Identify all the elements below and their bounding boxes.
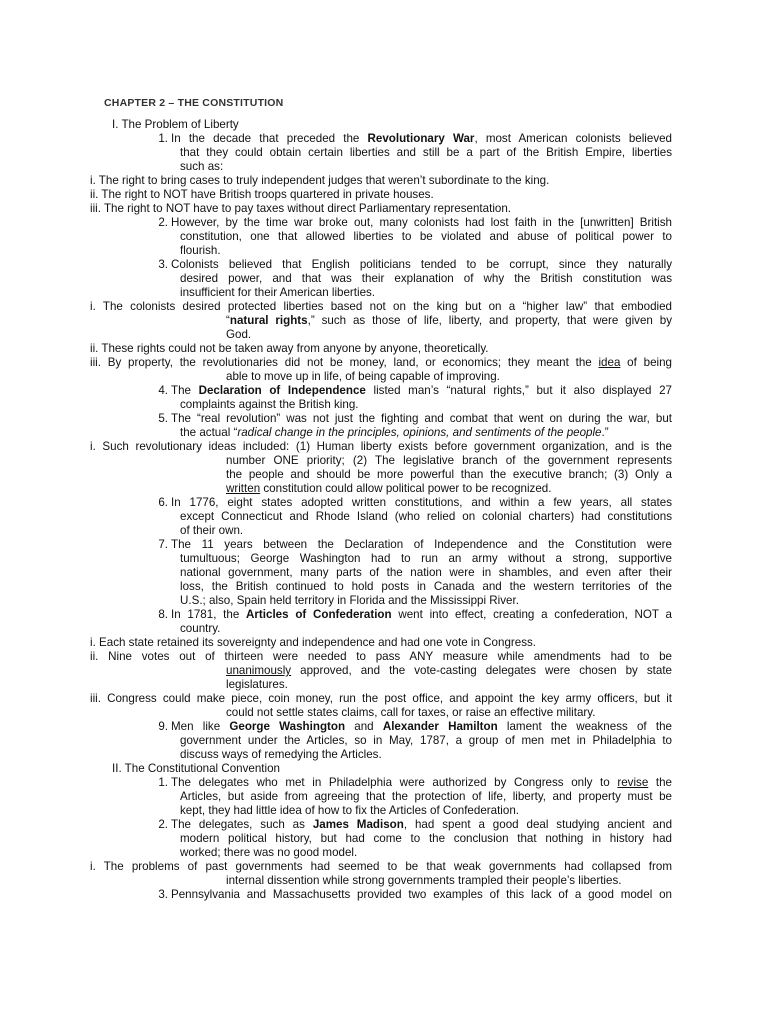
paragraph-line: In 1776, eight states adopted written constitutions, and within a few years, all states xyxy=(171,496,672,509)
paragraph-line: The delegates, such as James Madison, had spent a good deal studying ancient and xyxy=(171,818,673,831)
paragraph-line: In 1781, the Articles of Confederation went into effect, creating a confederation, NOT a xyxy=(171,608,672,621)
paragraph-line: The delegates who met in Philadelphia were authorized by Congress only to revise the xyxy=(171,776,672,789)
paragraph-line: government under the Articles, so in May, 1787, a group of men met in Philadelphia to xyxy=(180,734,672,747)
paragraph-line: Colonists believed that English politicians tended to be corrupt, since they naturally xyxy=(171,258,672,271)
list-item: ii. The right to NOT have British troops quartered in private houses. xyxy=(90,188,434,201)
item-number: 3. xyxy=(158,258,168,271)
paragraph-line: worked; there was no good model. xyxy=(180,846,358,859)
item-number: 5. xyxy=(158,412,168,425)
item-number: 2. xyxy=(158,818,168,831)
list-item: “natural rights,” such as those of life, liberty, and property, that were given by xyxy=(226,314,672,327)
paragraph-line: constitution, one that allowed liberties to be violated and abuse of political power to xyxy=(180,230,672,243)
list-item: number ONE priority; (2) The legislative branch of the government represents xyxy=(226,454,672,467)
paragraph-line: However, by the time war broke out, many colonists had lost faith in the [unwritten] British xyxy=(171,216,672,229)
list-item: God. xyxy=(226,328,252,341)
list-item: iii. Congress could make piece, coin money, run the post office, and appoint the key army officers, but it xyxy=(90,692,672,705)
list-item: iii. By property, the revolutionaries did not be money, land, or economics; they meant the idea of being xyxy=(90,356,672,369)
paragraph-line: country. xyxy=(180,622,221,635)
paragraph-line: loss, the British continued to hold posts in Canada and the western territories of the xyxy=(180,580,672,593)
section-heading: II. The Constitutional Convention xyxy=(112,762,280,775)
item-number: 8. xyxy=(158,608,168,621)
list-item: unanimously approved, and the vote-casting delegates were chosen by state xyxy=(226,664,672,677)
paragraph-line: complaints against the British king. xyxy=(180,398,359,411)
paragraph-line: that they could obtain certain liberties and still be a part of the British Empire, liberties xyxy=(180,146,672,159)
item-number: 1. xyxy=(158,132,168,145)
paragraph-line: except Connecticut and Rhode Island (who relied on colonial charters) had constitutions xyxy=(180,510,672,523)
paragraph-line: the actual “radical change in the principles, opinions, and sentiments of the people.” xyxy=(180,426,609,439)
paragraph-line: The “real revolution” was not just the fighting and combat that went on during the war, but xyxy=(171,412,672,425)
paragraph-line: The 11 years between the Declaration of Independence and the Constitution were xyxy=(171,538,672,551)
paragraph-line: flourish. xyxy=(180,244,221,257)
paragraph-line: The Declaration of Independence listed man’s “natural rights,” but it also displayed 27 xyxy=(171,384,673,397)
list-item: i. The right to bring cases to truly independent judges that weren’t subordinate to the king. xyxy=(90,174,550,187)
item-number: 9. xyxy=(158,720,168,733)
item-number: 1. xyxy=(158,776,168,789)
paragraph-line: of their own. xyxy=(180,524,244,537)
list-item: i. The colonists desired protected liberties based not on the king but on a “higher law” that embodied xyxy=(90,300,672,313)
section-heading: I. The Problem of Liberty xyxy=(112,118,239,131)
paragraph-line: national government, many parts of the nation were in shambles, and even after their xyxy=(180,566,672,579)
paragraph-line: Men like George Washington and Alexander Hamilton lament the weakness of the xyxy=(171,720,672,733)
paragraph-line: insufficient for their American liberties. xyxy=(180,286,376,299)
paragraph-line: kept, they had little idea of how to fix the Articles of Confederation. xyxy=(180,804,519,817)
list-item: internal dissention while strong governments trampled their people’s liberties. xyxy=(226,874,622,887)
list-item: the people and should be more powerful than the executive branch; (3) Only a xyxy=(226,468,672,481)
paragraph-line: U.S.; also, Spain held territory in Florida and the Mississippi River. xyxy=(180,594,519,607)
chapter-title: CHAPTER 2 – THE CONSTITUTION xyxy=(104,97,284,109)
list-item: i. The problems of past governments had seemed to be that weak governments had collapsed from xyxy=(90,860,672,873)
list-item: able to move up in life, of being capable of improving. xyxy=(226,370,500,383)
item-number: 7. xyxy=(158,538,168,551)
paragraph-line: desired power, and that was their explanation of why the British constitution was xyxy=(180,272,672,285)
list-item: legislatures. xyxy=(226,678,288,691)
list-item: i. Each state retained its sovereignty and independence and had one vote in Congress. xyxy=(90,636,537,649)
item-number: 6. xyxy=(158,496,168,509)
list-item: written constitution could allow political power to be recognized. xyxy=(226,482,552,495)
paragraph-line: In the decade that preceded the Revolutionary War, most American colonists believed xyxy=(171,132,673,145)
list-item: iii. The right to NOT have to pay taxes without direct Parliamentary representation. xyxy=(90,202,512,215)
list-item: could not settle states claims, call for taxes, or raise an effective military. xyxy=(226,706,596,719)
paragraph-line: Pennsylvania and Massachusetts provided two examples of this lack of a good model on xyxy=(171,888,672,901)
list-item: ii. These rights could not be taken away from anyone by anyone, theoretically. xyxy=(90,342,489,355)
list-item: i. Such revolutionary ideas included: (1) Human liberty exists before government organization, and is the xyxy=(90,440,672,453)
paragraph-line: Articles, but aside from agreeing that the protection of life, liberty, and property must be xyxy=(180,790,672,803)
paragraph-line: modern political history, but had come to the conclusion that nothing in history had xyxy=(180,832,672,845)
paragraph-line: tumultuous; George Washington had to run an army without a strong, supportive xyxy=(180,552,672,565)
paragraph-line: discuss ways of remedying the Articles. xyxy=(180,748,382,761)
item-number: 3. xyxy=(158,888,168,901)
item-number: 2. xyxy=(158,216,168,229)
list-item: ii. Nine votes out of thirteen were needed to pass ANY measure while amendments had to be xyxy=(90,650,672,663)
item-number: 4. xyxy=(158,384,168,397)
paragraph-line: such as: xyxy=(180,160,224,173)
